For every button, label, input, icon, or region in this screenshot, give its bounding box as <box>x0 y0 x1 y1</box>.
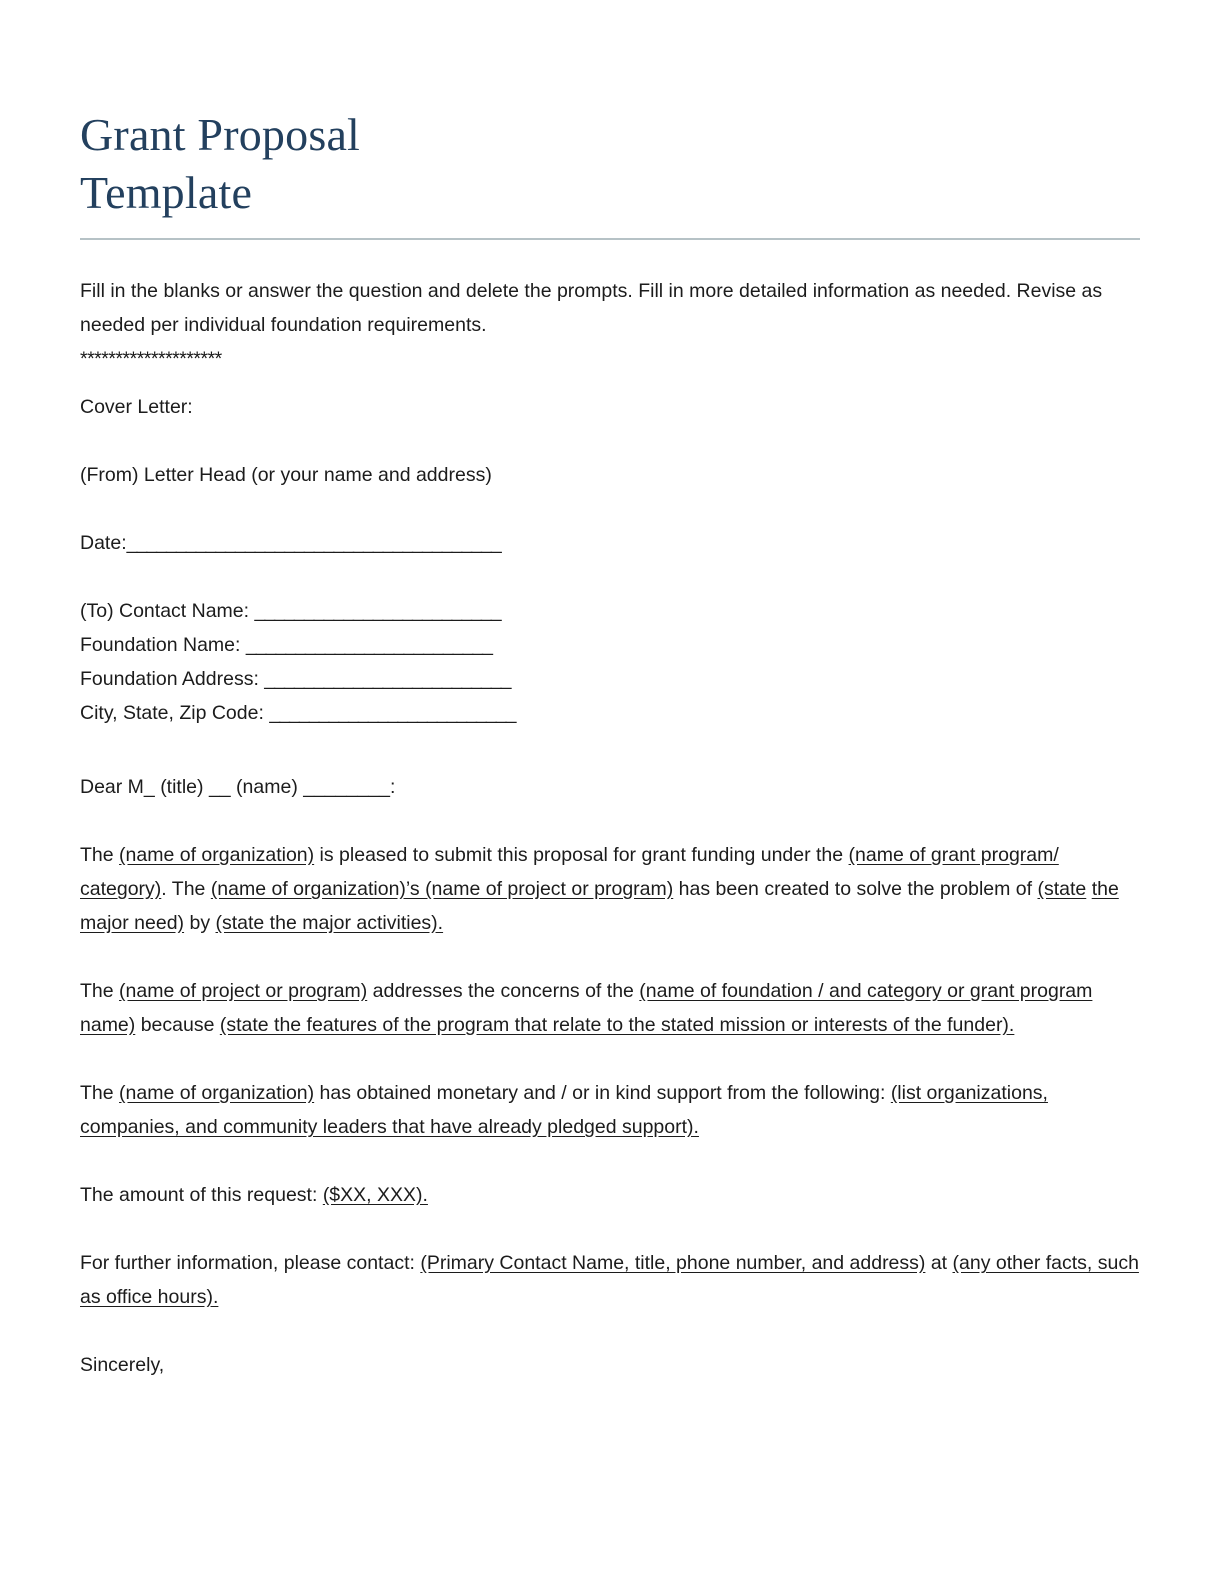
p3-placeholder-list-orgs: (list organizations, <box>890 1082 1048 1104</box>
date-field-line <box>80 526 1140 560</box>
paragraph-opening <box>80 838 1140 940</box>
p5-placeholder-primary-contact: (Primary Contact Name, title, phone number, and address) <box>420 1252 926 1274</box>
p4-placeholder-amount: ($XX, XXX). <box>322 1184 428 1206</box>
city-state-zip-field-line <box>80 696 1140 730</box>
foundation-name-field-line <box>80 628 1140 662</box>
contact-name-blank[interactable]: _________________________ <box>254 600 501 622</box>
p2-seg-3: addresses the concerns of the <box>367 980 640 1002</box>
city-state-zip-label: City, State, Zip Code: <box>80 702 264 724</box>
paragraph-amount <box>80 1178 1140 1212</box>
page-title-line-1: Grant Proposal <box>80 109 361 160</box>
p1-placeholder-state: (state <box>1037 878 1087 900</box>
foundation-name-label: Foundation Name: <box>80 634 241 656</box>
paragraph-alignment <box>80 974 1140 1042</box>
document-content <box>80 0 1140 1382</box>
p1-placeholder-the: the <box>1091 878 1119 900</box>
page-title-line-2: Template <box>80 167 253 218</box>
contact-name-label: (To) Contact Name: <box>80 600 250 622</box>
p1-seg-1: The <box>80 844 120 866</box>
p4-seg-1: The amount of this request: <box>80 1184 323 1206</box>
p1-seg-13: by <box>184 912 216 934</box>
title-divider <box>80 238 1140 240</box>
p1-seg-3: is pleased to submit this proposal for grant funding under the <box>314 844 849 866</box>
p2-placeholder-foundation-category: (name of foundation / and category or grant program name) <box>80 980 1093 1036</box>
paragraph-contact <box>80 1246 1140 1314</box>
p2-placeholder-features: (state the features of the program that relate to the stated mission or interests of the funder). <box>219 1014 1015 1036</box>
p1-placeholder-org: (name of organization) <box>119 844 315 866</box>
p1-placeholder-program-category: (name of grant program/ category) <box>80 844 1059 900</box>
p5-seg-1: For further information, please contact: <box>80 1252 421 1274</box>
cover-letter-label: Cover Letter: <box>80 396 193 418</box>
p1-placeholder-org-project: (name of organization)’s (name of project or program) <box>210 878 674 900</box>
foundation-address-label: Foundation Address: <box>80 668 259 690</box>
p3-seg-3: has obtained monetary and / or in kind support from the following: <box>314 1082 891 1104</box>
contact-name-field-line <box>80 594 1140 628</box>
document-body <box>80 274 1140 1382</box>
p3-placeholder-companies: companies, and community leaders that have already pledged support). <box>80 1116 699 1138</box>
asterisk-separator: ******************** <box>80 348 222 370</box>
p2-seg-1: The <box>80 980 120 1002</box>
p1-placeholder-major-activities: (state the major activities). <box>215 912 444 934</box>
p2-placeholder-project: (name of project or program) <box>119 980 368 1002</box>
foundation-address-field-line <box>80 662 1140 696</box>
paragraph-support <box>80 1076 1140 1144</box>
p3-placeholder-org: (name of organization) <box>119 1082 315 1104</box>
date-label: Date: <box>80 532 127 554</box>
foundation-address-blank[interactable]: _________________________ <box>264 668 511 690</box>
p5-seg-3: at <box>925 1252 953 1274</box>
instructions-text: Fill in the blanks or answer the question and delete the prompts. Fill in more detailed information as needed. Revise as needed per individual foundation requirements. <box>80 280 1103 336</box>
date-blank[interactable]: ______________________________________ <box>126 532 501 554</box>
page-title <box>80 0 500 222</box>
foundation-name-blank[interactable]: _________________________ <box>245 634 492 656</box>
p1-seg-7: has been created to solve the problem of <box>673 878 1038 900</box>
p3-seg-1: The <box>80 1082 120 1104</box>
salutation-line: Dear M_ (title) __ (name) ________: <box>80 776 396 798</box>
signoff-line: Sincerely, <box>80 1354 165 1376</box>
letterhead-from-line: (From) Letter Head (or your name and address) <box>80 464 492 486</box>
p1-seg-5: . The <box>161 878 211 900</box>
p5-placeholder-other-facts: (any other facts, such as office hours). <box>80 1252 1139 1308</box>
p1-placeholder-major-need: major need) <box>80 912 185 934</box>
city-state-zip-blank[interactable]: _________________________ <box>269 702 516 724</box>
p2-seg-5: because <box>135 1014 220 1036</box>
